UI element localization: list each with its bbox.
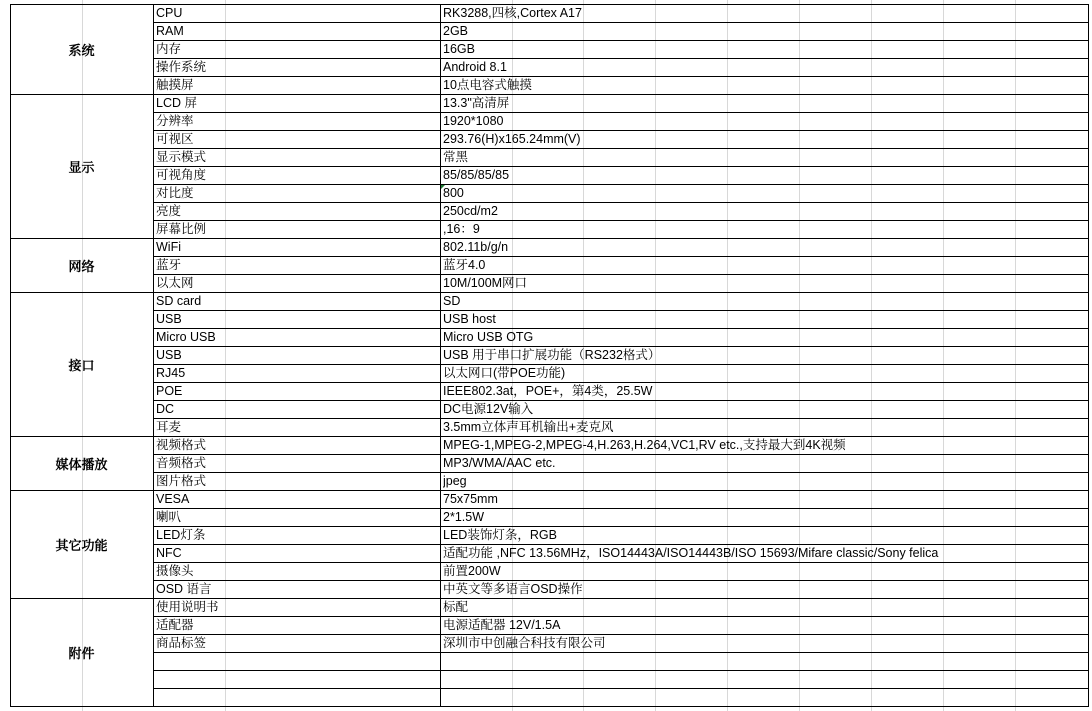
row-divider	[153, 256, 1088, 257]
spec-name-cell[interactable]: DC	[156, 402, 175, 416]
row-divider	[153, 580, 1088, 581]
spec-name-cell[interactable]: POE	[156, 384, 183, 398]
table-row	[0, 328, 1092, 346]
table-row	[0, 112, 1092, 130]
row-divider	[153, 652, 1088, 653]
table-row	[0, 76, 1092, 94]
section-label: 接口	[68, 358, 95, 374]
row-divider	[153, 382, 1088, 383]
spec-value-cell[interactable]: Micro USB OTG	[443, 330, 534, 344]
row-divider	[153, 418, 1088, 419]
spec-value-cell[interactable]: 2*1.5W	[443, 510, 484, 524]
row-divider	[153, 562, 1088, 563]
table-row	[0, 364, 1092, 382]
row-divider	[153, 22, 1088, 23]
spec-value-cell[interactable]: USB 用于串口扩展功能（RS232格式）	[443, 348, 661, 362]
table-row	[0, 274, 1092, 292]
spec-value-cell[interactable]: 10点电容式触摸	[443, 78, 532, 92]
row-divider	[153, 526, 1088, 527]
spec-value-cell[interactable]: MPEG-1,MPEG-2,MPEG-4,H.263,H.264,VC1,RV etc.,支持最大到4K视频	[443, 438, 846, 452]
spec-value-cell[interactable]: MP3/WMA/AAC etc.	[443, 456, 556, 470]
spec-value-cell[interactable]: 85/85/85/85	[443, 168, 510, 182]
table-row	[0, 670, 1092, 688]
row-divider	[153, 400, 1088, 401]
table-row	[0, 544, 1092, 562]
spec-name-cell[interactable]: 对比度	[156, 186, 194, 200]
spec-value-cell[interactable]: 10M/100M网口	[443, 276, 528, 290]
spec-name-cell[interactable]: OSD 语言	[156, 582, 212, 596]
spec-name-cell[interactable]: CPU	[156, 6, 183, 20]
spec-name-cell[interactable]: LED灯条	[156, 528, 206, 542]
column-border	[1088, 4, 1089, 707]
row-divider	[153, 112, 1088, 113]
spec-value-cell[interactable]: 75x75mm	[443, 492, 498, 506]
row-divider	[153, 346, 1088, 347]
spec-value-cell[interactable]: USB host	[443, 312, 496, 326]
spec-value-cell[interactable]: 标配	[443, 600, 469, 614]
spec-value-cell[interactable]: 16GB	[443, 42, 475, 56]
spec-value-cell[interactable]: 13.3"高清屏	[443, 96, 510, 110]
spec-name-cell[interactable]: USB	[156, 312, 182, 326]
spec-value-cell[interactable]: DC电源12V输入	[443, 402, 534, 416]
spec-value-cell[interactable]: 1920*1080	[443, 114, 504, 128]
spec-name-cell[interactable]: 触摸屏	[156, 78, 194, 92]
spec-name-cell[interactable]: 操作系统	[156, 60, 207, 74]
table-row	[0, 598, 1092, 616]
row-divider	[153, 130, 1088, 131]
spec-name-cell[interactable]: 亮度	[156, 204, 182, 218]
spec-name-cell[interactable]: Micro USB	[156, 330, 216, 344]
table-row	[0, 58, 1092, 76]
spec-value-cell[interactable]: 800	[443, 186, 464, 200]
row-divider	[153, 166, 1088, 167]
table-row	[0, 166, 1092, 184]
table-row	[0, 256, 1092, 274]
table-row	[0, 634, 1092, 652]
spec-value-cell[interactable]	[443, 670, 1088, 688]
spec-value-cell[interactable]: 蓝牙4.0	[443, 258, 486, 272]
spec-value-cell[interactable]: 以太网口(带POE功能)	[443, 366, 566, 380]
section-label: 附件	[68, 646, 95, 662]
spec-name-cell[interactable]: 使用说明书	[156, 600, 219, 614]
table-row	[0, 526, 1092, 544]
spec-name-cell[interactable]: 商品标签	[156, 636, 207, 650]
spec-value-cell[interactable]: 250cd/m2	[443, 204, 498, 218]
comment-marker	[441, 185, 445, 189]
spec-name-cell[interactable]	[156, 652, 439, 670]
spec-value-cell[interactable]: 802.11b/g/n	[443, 240, 509, 254]
spec-name-cell[interactable]: 图片格式	[156, 474, 207, 488]
table-row	[0, 400, 1092, 418]
spec-name-cell[interactable]: 耳麦	[156, 420, 182, 434]
spec-name-cell[interactable]: SD card	[156, 294, 202, 308]
table-row	[0, 4, 1092, 22]
spec-value-cell[interactable]: 中英文等多语言OSD操作	[443, 582, 583, 596]
spec-value-cell[interactable]: 常黑	[443, 150, 469, 164]
spec-value-cell[interactable]: IEEE802.3at，POE+，第4类，25.5W	[443, 384, 653, 398]
spec-name-cell[interactable]: 视频格式	[156, 438, 207, 452]
spec-name-cell[interactable]: RAM	[156, 24, 184, 38]
table-row	[0, 220, 1092, 238]
column-border	[10, 4, 11, 707]
spec-value-cell[interactable]	[443, 688, 1088, 706]
row-divider	[153, 76, 1088, 77]
table-bottom-border	[10, 706, 1088, 707]
row-divider	[153, 634, 1088, 635]
spec-name-cell[interactable]: 蓝牙	[156, 258, 182, 272]
table-row	[0, 490, 1092, 508]
spec-name-cell[interactable]: 以太网	[156, 276, 194, 290]
column-border	[440, 4, 441, 707]
table-row	[0, 562, 1092, 580]
spec-name-cell[interactable]	[156, 670, 439, 688]
table-row	[0, 130, 1092, 148]
spec-value-cell[interactable]: jpeg	[443, 474, 467, 488]
spec-value-cell[interactable]	[443, 652, 1088, 670]
row-divider	[153, 688, 1088, 689]
section-label: 其它功能	[55, 538, 108, 554]
spec-name-cell[interactable]: VESA	[156, 492, 190, 506]
spec-name-cell[interactable]: 可视区	[156, 132, 194, 146]
row-divider	[153, 184, 1088, 185]
table-row	[0, 454, 1092, 472]
table-row	[0, 148, 1092, 166]
spec-value-cell[interactable]: SD	[443, 294, 461, 308]
table-row	[0, 22, 1092, 40]
spec-value-cell[interactable]: 深圳市中创融合科技有限公司	[443, 636, 606, 650]
spec-value-cell[interactable]: ,16：9	[443, 222, 480, 236]
row-divider	[153, 508, 1088, 509]
row-divider	[153, 148, 1088, 149]
table-row	[0, 346, 1092, 364]
table-row	[0, 292, 1092, 310]
spec-name-cell[interactable]	[156, 688, 439, 706]
table-row	[0, 40, 1092, 58]
row-divider	[153, 202, 1088, 203]
spec-name-cell[interactable]: 屏幕比例	[156, 222, 207, 236]
table-row	[0, 472, 1092, 490]
section-label: 媒体播放	[55, 457, 108, 473]
column-border	[153, 4, 154, 707]
spec-value-cell[interactable]: 电源适配器 12V/1.5A	[443, 618, 561, 632]
section-label: 系统	[68, 43, 95, 59]
row-divider	[153, 328, 1088, 329]
table-row	[0, 508, 1092, 526]
spec-name-cell[interactable]: LCD 屏	[156, 96, 197, 110]
table-row	[0, 580, 1092, 598]
table-row	[0, 184, 1092, 202]
spec-value-cell[interactable]: LED装饰灯条，RGB	[443, 528, 557, 542]
row-divider	[153, 454, 1088, 455]
table-row	[0, 238, 1092, 256]
table-row	[0, 436, 1092, 454]
spec-name-cell[interactable]: 音频格式	[156, 456, 207, 470]
row-divider	[153, 40, 1088, 41]
section-label: 网络	[68, 259, 95, 275]
table-row	[0, 652, 1092, 670]
row-divider	[153, 364, 1088, 365]
spec-name-cell[interactable]: NFC	[156, 546, 182, 560]
table-row	[0, 382, 1092, 400]
spec-value-cell[interactable]: Android 8.1	[443, 60, 507, 74]
spec-name-cell[interactable]: 内存	[156, 42, 182, 56]
row-divider	[153, 670, 1088, 671]
row-divider	[153, 58, 1088, 59]
spec-name-cell[interactable]: 喇叭	[156, 510, 182, 524]
table-row	[0, 310, 1092, 328]
section-label: 显示	[68, 160, 95, 176]
table-row	[0, 688, 1092, 706]
table-row	[0, 616, 1092, 634]
spec-name-cell[interactable]: USB	[156, 348, 182, 362]
row-divider	[153, 274, 1088, 275]
spec-name-cell[interactable]: 可视角度	[156, 168, 207, 182]
spec-name-cell[interactable]: 适配器	[156, 618, 194, 632]
spec-name-cell[interactable]: 分辨率	[156, 114, 194, 128]
spec-value-cell[interactable]: 293.76(H)x165.24mm(V)	[443, 132, 581, 146]
spec-value-cell[interactable]: RK3288,四核,Cortex A17	[443, 6, 582, 20]
row-divider	[153, 616, 1088, 617]
spec-value-cell[interactable]: 2GB	[443, 24, 469, 38]
spec-value-cell[interactable]: 3.5mm立体声耳机输出+麦克风	[443, 420, 614, 434]
table-row	[0, 94, 1092, 112]
spec-value-cell[interactable]: 前置200W	[443, 564, 501, 578]
row-divider	[153, 472, 1088, 473]
row-divider	[153, 220, 1088, 221]
spec-name-cell[interactable]: 摄像头	[156, 564, 194, 578]
row-divider	[153, 544, 1088, 545]
row-divider	[153, 310, 1088, 311]
spec-value-cell[interactable]: 适配功能 ,NFC 13.56MHz，ISO14443A/ISO14443B/ISO 15693/Mifare classic/Sony felica	[443, 546, 939, 560]
spec-name-cell[interactable]: WiFi	[156, 240, 181, 254]
spec-name-cell[interactable]: RJ45	[156, 366, 186, 380]
table-row	[0, 418, 1092, 436]
spec-name-cell[interactable]: 显示模式	[156, 150, 207, 164]
table-row	[0, 202, 1092, 220]
